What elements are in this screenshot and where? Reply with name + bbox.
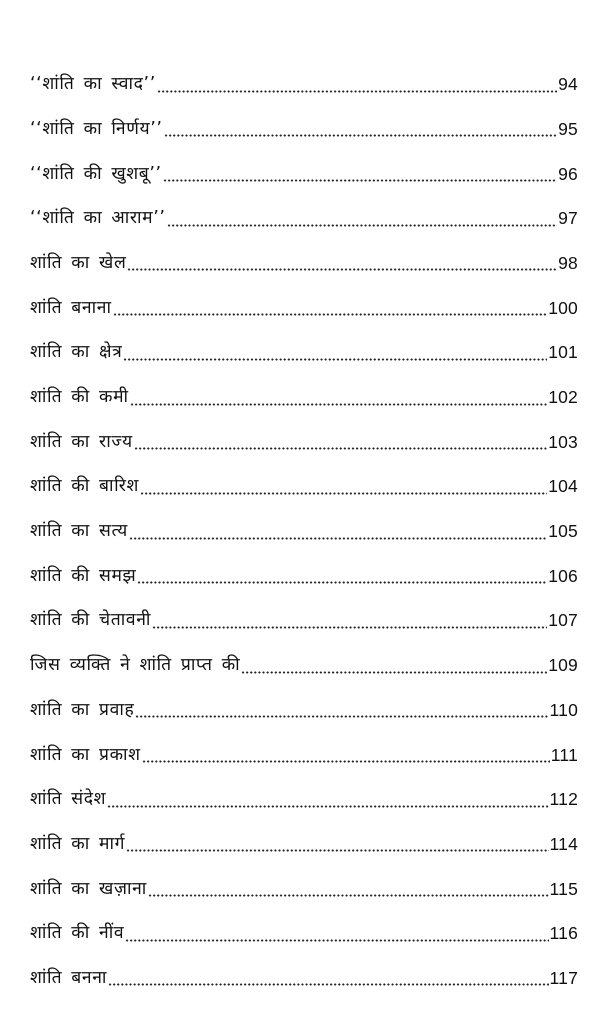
toc-entry-title: शांति की नींव <box>30 923 125 944</box>
toc-entry-page: 106 <box>548 565 578 586</box>
dot-leader <box>134 447 547 450</box>
toc-entry-title: शांति की चेतावनी <box>30 610 152 631</box>
toc-entry-title: शांति बनाना <box>30 297 112 318</box>
toc-entry-title: ‘‘शांति का आराम’’ <box>30 208 166 229</box>
toc-entry-page: 114 <box>549 833 578 854</box>
toc-entry-title: ‘‘शांति की खुशबू’’ <box>30 163 162 184</box>
toc-entry-title: जिस व्यक्ति ने शांति प्राप्त की <box>30 655 241 676</box>
toc-entry-title: शांति का सत्य <box>30 521 128 542</box>
toc-entry-title: ‘‘शांति का स्वाद’’ <box>30 74 156 95</box>
toc-entry <box>30 594 578 639</box>
toc-entry-title: शांति का प्रवाह <box>30 699 135 720</box>
toc-entry <box>30 862 578 907</box>
dot-leader <box>152 626 547 629</box>
toc-entry-title: शांति की समझ <box>30 565 137 586</box>
dot-leader <box>137 581 547 584</box>
toc-entry-page: 103 <box>548 431 578 452</box>
toc-entry <box>30 639 578 684</box>
toc-entry <box>30 281 578 326</box>
toc-entry-page: 110 <box>549 699 578 720</box>
toc-entry-page: 96 <box>558 163 578 184</box>
toc-entry <box>30 192 578 237</box>
dot-leader <box>108 983 548 986</box>
dot-leader <box>129 537 547 540</box>
toc-entry-title: शांति संदेश <box>30 789 107 810</box>
toc-entry-page: 112 <box>549 789 578 810</box>
toc-entry-page: 102 <box>548 387 578 407</box>
toc-entry <box>30 103 578 148</box>
dot-leader <box>163 179 557 182</box>
toc-entry <box>30 326 578 371</box>
dot-leader <box>167 224 558 227</box>
dot-leader <box>241 671 547 674</box>
toc-entry-page: 98 <box>558 252 578 273</box>
dot-leader <box>130 403 548 406</box>
toc-entry-page: 101 <box>548 342 578 363</box>
toc-entry-page: 115 <box>549 878 578 899</box>
toc-entry-title: शांति का मार्ग <box>30 833 126 854</box>
toc-entry <box>30 907 578 952</box>
toc-entry <box>30 550 578 595</box>
dot-leader <box>148 894 549 897</box>
toc-entry <box>30 58 578 103</box>
toc-entry-title: शांति का क्षेत्र <box>30 342 123 363</box>
toc-entry-page: 105 <box>548 521 578 542</box>
toc-entry <box>30 237 578 282</box>
dot-leader <box>127 268 557 271</box>
toc-entry <box>30 773 578 818</box>
dot-leader <box>157 90 557 93</box>
toc-entry-page: 94 <box>558 74 578 95</box>
toc-entry-page: 117 <box>549 967 578 988</box>
toc-entry <box>30 684 578 729</box>
dot-leader <box>142 760 550 763</box>
toc-entry <box>30 728 578 773</box>
toc-entry-title: शांति बनना <box>30 967 108 988</box>
toc-entry <box>30 505 578 550</box>
toc-entry-page: 111 <box>550 744 578 765</box>
toc-entry-title: शांति का खज़ाना <box>30 878 147 899</box>
dot-leader <box>107 805 548 808</box>
toc-entry-page: 95 <box>558 118 578 139</box>
dot-leader <box>123 358 547 361</box>
toc-entry-page: 116 <box>549 923 578 944</box>
toc-entry-title: शांति का खेल <box>30 252 127 273</box>
toc-entry-page: 97 <box>558 208 578 229</box>
dot-leader <box>125 939 548 942</box>
toc-entry <box>30 416 578 461</box>
table-of-contents <box>30 58 578 996</box>
toc-entry-page: 107 <box>548 610 578 631</box>
toc-entry-page: 100 <box>548 297 578 318</box>
toc-entry <box>30 460 578 505</box>
toc-entry <box>30 371 578 416</box>
dot-leader <box>113 313 548 316</box>
dot-leader <box>135 715 548 718</box>
dot-leader <box>164 134 558 137</box>
toc-entry-title: शांति की कमी <box>30 387 129 407</box>
toc-entry-page: 109 <box>548 655 578 676</box>
dot-leader <box>126 849 548 852</box>
dot-leader <box>140 492 547 495</box>
toc-entry-title: शांति का प्रकाश <box>30 744 141 765</box>
toc-entry-title: शांति का राज्य <box>30 431 133 452</box>
toc-entry-title: ‘‘शांति का निर्णय’’ <box>30 118 163 139</box>
toc-entry <box>30 818 578 863</box>
toc-entry-page: 104 <box>548 476 578 497</box>
toc-entry <box>30 147 578 192</box>
toc-entry <box>30 952 578 997</box>
toc-entry-title: शांति की बारिश <box>30 476 139 497</box>
